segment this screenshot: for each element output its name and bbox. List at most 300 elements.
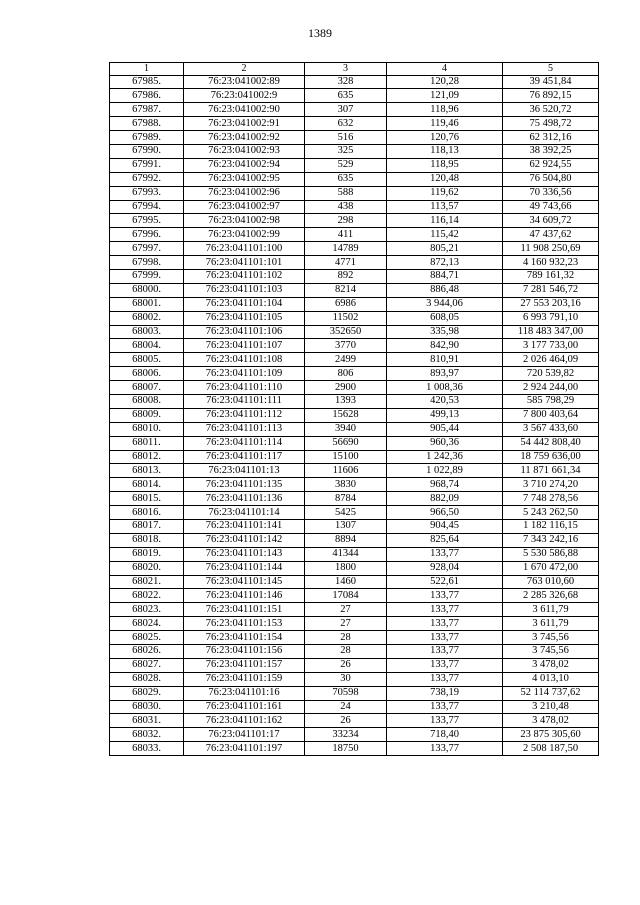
table-row xyxy=(110,256,599,270)
cadastral-number-cell: 76:23:041101:100 xyxy=(184,242,305,256)
table-row xyxy=(110,506,599,520)
row-number-cell: 68033. xyxy=(110,742,184,756)
cadastral-number-cell: 76:23:041101:151 xyxy=(184,603,305,617)
row-number-cell: 67996. xyxy=(110,228,184,242)
cadastral-value-cell: 7 748 278,56 xyxy=(503,492,599,506)
row-number-cell: 67985. xyxy=(110,75,184,89)
row-number-cell: 67999. xyxy=(110,269,184,283)
area-cell: 5425 xyxy=(305,506,387,520)
specific-value-cell: 113,57 xyxy=(387,200,503,214)
area-cell: 41344 xyxy=(305,547,387,561)
row-number-cell: 68018. xyxy=(110,533,184,547)
cadastral-number-cell: 76:23:041002:91 xyxy=(184,117,305,131)
table-row xyxy=(110,269,599,283)
row-number-cell: 68001. xyxy=(110,297,184,311)
specific-value-cell: 115,42 xyxy=(387,228,503,242)
cadastral-value-cell: 23 875 305,60 xyxy=(503,728,599,742)
specific-value-cell: 120,76 xyxy=(387,131,503,145)
cadastral-number-cell: 76:23:041101:16 xyxy=(184,686,305,700)
specific-value-cell: 1 022,89 xyxy=(387,464,503,478)
area-cell: 516 xyxy=(305,131,387,145)
specific-value-cell: 133,77 xyxy=(387,714,503,728)
cadastral-number-cell: 76:23:041101:146 xyxy=(184,589,305,603)
row-number-cell: 67987. xyxy=(110,103,184,117)
row-number-cell: 68022. xyxy=(110,589,184,603)
cadastral-value-cell: 54 442 808,40 xyxy=(503,436,599,450)
area-cell: 1460 xyxy=(305,575,387,589)
table-row xyxy=(110,728,599,742)
table-row xyxy=(110,242,599,256)
cadastral-number-cell: 76:23:041101:153 xyxy=(184,617,305,631)
row-number-cell: 68008. xyxy=(110,394,184,408)
area-cell: 15628 xyxy=(305,408,387,422)
cadastral-value-cell: 52 114 737,62 xyxy=(503,686,599,700)
table-row xyxy=(110,200,599,214)
specific-value-cell: 133,77 xyxy=(387,742,503,756)
cadastral-value-cell: 11 871 661,34 xyxy=(503,464,599,478)
table-row xyxy=(110,144,599,158)
specific-value-cell: 1 008,36 xyxy=(387,381,503,395)
table-row xyxy=(110,658,599,672)
cadastral-value-cell: 2 924 244,00 xyxy=(503,381,599,395)
table-row xyxy=(110,714,599,728)
cadastral-value-cell: 3 745,56 xyxy=(503,631,599,645)
specific-value-cell: 905,44 xyxy=(387,422,503,436)
cadastral-value-cell: 3 210,48 xyxy=(503,700,599,714)
area-cell: 15100 xyxy=(305,450,387,464)
cadastral-number-cell: 76:23:041002:99 xyxy=(184,228,305,242)
cadastral-number-cell: 76:23:041101:17 xyxy=(184,728,305,742)
table-row xyxy=(110,645,599,659)
specific-value-cell: 810,91 xyxy=(387,353,503,367)
cadastral-value-cell: 62 924,55 xyxy=(503,158,599,172)
cadastral-value-cell: 720 539,82 xyxy=(503,367,599,381)
table-row xyxy=(110,575,599,589)
specific-value-cell: 119,46 xyxy=(387,117,503,131)
cadastral-number-cell: 76:23:041002:94 xyxy=(184,158,305,172)
cadastral-value-cell: 5 243 262,50 xyxy=(503,506,599,520)
row-number-cell: 68000. xyxy=(110,283,184,297)
specific-value-cell: 3 944,06 xyxy=(387,297,503,311)
cadastral-value-cell: 62 312,16 xyxy=(503,131,599,145)
table-row xyxy=(110,131,599,145)
specific-value-cell: 335,98 xyxy=(387,325,503,339)
cadastral-value-cell: 763 010,60 xyxy=(503,575,599,589)
cadastral-value-cell: 3 710 274,20 xyxy=(503,478,599,492)
row-number-cell: 68020. xyxy=(110,561,184,575)
table-row xyxy=(110,89,599,103)
specific-value-cell: 968,74 xyxy=(387,478,503,492)
area-cell: 806 xyxy=(305,367,387,381)
row-number-cell: 68029. xyxy=(110,686,184,700)
cadastral-number-cell: 76:23:041002:98 xyxy=(184,214,305,228)
specific-value-cell: 499,13 xyxy=(387,408,503,422)
area-cell: 307 xyxy=(305,103,387,117)
cadastral-value-cell: 4 160 932,23 xyxy=(503,256,599,270)
table-row xyxy=(110,492,599,506)
table-row xyxy=(110,186,599,200)
column-header: 4 xyxy=(387,63,503,76)
table-row xyxy=(110,700,599,714)
cadastral-number-cell: 76:23:041101:111 xyxy=(184,394,305,408)
row-number-cell: 67993. xyxy=(110,186,184,200)
cadastral-number-cell: 76:23:041101:108 xyxy=(184,353,305,367)
specific-value-cell: 825,64 xyxy=(387,533,503,547)
cadastral-number-cell: 76:23:041101:101 xyxy=(184,256,305,270)
table-row xyxy=(110,339,599,353)
specific-value-cell: 118,96 xyxy=(387,103,503,117)
row-number-cell: 68031. xyxy=(110,714,184,728)
cadastral-value-cell: 5 530 586,88 xyxy=(503,547,599,561)
cadastral-number-cell: 76:23:041101:154 xyxy=(184,631,305,645)
cadastral-number-cell: 76:23:041002:96 xyxy=(184,186,305,200)
area-cell: 8784 xyxy=(305,492,387,506)
cadastral-value-cell: 7 281 546,72 xyxy=(503,283,599,297)
cadastral-number-cell: 76:23:041101:114 xyxy=(184,436,305,450)
cadastral-number-cell: 76:23:041101:117 xyxy=(184,450,305,464)
area-cell: 24 xyxy=(305,700,387,714)
cadastral-number-cell: 76:23:041101:105 xyxy=(184,311,305,325)
cadastral-number-cell: 76:23:041101:102 xyxy=(184,269,305,283)
table-row xyxy=(110,311,599,325)
area-cell: 4771 xyxy=(305,256,387,270)
area-cell: 8894 xyxy=(305,533,387,547)
cadastral-value-cell: 118 483 347,00 xyxy=(503,325,599,339)
specific-value-cell: 119,62 xyxy=(387,186,503,200)
column-header: 3 xyxy=(305,63,387,76)
specific-value-cell: 120,48 xyxy=(387,172,503,186)
column-header: 1 xyxy=(110,63,184,76)
table-row xyxy=(110,520,599,534)
cadastral-value-cell: 11 908 250,69 xyxy=(503,242,599,256)
specific-value-cell: 133,77 xyxy=(387,547,503,561)
cadastral-number-cell: 76:23:041002:90 xyxy=(184,103,305,117)
specific-value-cell: 608,05 xyxy=(387,311,503,325)
cadastral-number-cell: 76:23:041101:145 xyxy=(184,575,305,589)
row-number-cell: 68010. xyxy=(110,422,184,436)
area-cell: 56690 xyxy=(305,436,387,450)
row-number-cell: 68013. xyxy=(110,464,184,478)
cadastral-number-cell: 76:23:041101:13 xyxy=(184,464,305,478)
area-cell: 30 xyxy=(305,672,387,686)
area-cell: 2900 xyxy=(305,381,387,395)
cadastral-number-cell: 76:23:041101:142 xyxy=(184,533,305,547)
table-row xyxy=(110,617,599,631)
area-cell: 1800 xyxy=(305,561,387,575)
cadastral-number-cell: 76:23:041002:92 xyxy=(184,131,305,145)
table-row xyxy=(110,589,599,603)
area-cell: 588 xyxy=(305,186,387,200)
cadastral-value-cell: 34 609,72 xyxy=(503,214,599,228)
row-number-cell: 67988. xyxy=(110,117,184,131)
cadastral-value-cell: 36 520,72 xyxy=(503,103,599,117)
cadastral-number-cell: 76:23:041002:97 xyxy=(184,200,305,214)
specific-value-cell: 842,90 xyxy=(387,339,503,353)
cadastral-value-cell: 3 567 433,60 xyxy=(503,422,599,436)
cadastral-value-cell: 585 798,29 xyxy=(503,394,599,408)
area-cell: 529 xyxy=(305,158,387,172)
table-row xyxy=(110,283,599,297)
area-cell: 352650 xyxy=(305,325,387,339)
cadastral-number-cell: 76:23:041101:135 xyxy=(184,478,305,492)
specific-value-cell: 133,77 xyxy=(387,631,503,645)
area-cell: 28 xyxy=(305,631,387,645)
specific-value-cell: 133,77 xyxy=(387,617,503,631)
area-cell: 26 xyxy=(305,658,387,672)
area-cell: 411 xyxy=(305,228,387,242)
cadastral-number-cell: 76:23:041101:113 xyxy=(184,422,305,436)
specific-value-cell: 133,77 xyxy=(387,645,503,659)
cadastral-number-cell: 76:23:041101:161 xyxy=(184,700,305,714)
area-cell: 18750 xyxy=(305,742,387,756)
table-row xyxy=(110,450,599,464)
area-cell: 3830 xyxy=(305,478,387,492)
row-number-cell: 67994. xyxy=(110,200,184,214)
table-row xyxy=(110,464,599,478)
row-number-cell: 68002. xyxy=(110,311,184,325)
table-row xyxy=(110,547,599,561)
row-number-cell: 67991. xyxy=(110,158,184,172)
cadastral-value-table xyxy=(109,62,599,756)
specific-value-cell: 133,77 xyxy=(387,700,503,714)
specific-value-cell: 886,48 xyxy=(387,283,503,297)
specific-value-cell: 738,19 xyxy=(387,686,503,700)
area-cell: 28 xyxy=(305,645,387,659)
row-number-cell: 68014. xyxy=(110,478,184,492)
column-number-row xyxy=(110,63,599,76)
cadastral-number-cell: 76:23:041101:143 xyxy=(184,547,305,561)
cadastral-value-cell: 76 892,15 xyxy=(503,89,599,103)
cadastral-value-cell: 3 611,79 xyxy=(503,603,599,617)
cadastral-number-cell: 76:23:041002:95 xyxy=(184,172,305,186)
specific-value-cell: 133,77 xyxy=(387,658,503,672)
area-cell: 26 xyxy=(305,714,387,728)
table-row xyxy=(110,603,599,617)
table-row xyxy=(110,325,599,339)
specific-value-cell: 133,77 xyxy=(387,672,503,686)
specific-value-cell: 884,71 xyxy=(387,269,503,283)
cadastral-number-cell: 76:23:041101:197 xyxy=(184,742,305,756)
area-cell: 14789 xyxy=(305,242,387,256)
row-number-cell: 68004. xyxy=(110,339,184,353)
row-number-cell: 68025. xyxy=(110,631,184,645)
specific-value-cell: 120,28 xyxy=(387,75,503,89)
specific-value-cell: 133,77 xyxy=(387,603,503,617)
row-number-cell: 68021. xyxy=(110,575,184,589)
table-row xyxy=(110,117,599,131)
table-row xyxy=(110,422,599,436)
table-row xyxy=(110,686,599,700)
cadastral-value-cell: 18 759 636,00 xyxy=(503,450,599,464)
area-cell: 635 xyxy=(305,89,387,103)
area-cell: 3770 xyxy=(305,339,387,353)
cadastral-number-cell: 76:23:041101:141 xyxy=(184,520,305,534)
cadastral-value-cell: 4 013,10 xyxy=(503,672,599,686)
table-row xyxy=(110,297,599,311)
table-row xyxy=(110,436,599,450)
cadastral-value-cell: 3 177 733,00 xyxy=(503,339,599,353)
area-cell: 6986 xyxy=(305,297,387,311)
row-number-cell: 67986. xyxy=(110,89,184,103)
cadastral-number-cell: 76:23:041101:109 xyxy=(184,367,305,381)
table-row xyxy=(110,214,599,228)
cadastral-value-cell: 2 285 326,68 xyxy=(503,589,599,603)
area-cell: 70598 xyxy=(305,686,387,700)
row-number-cell: 68012. xyxy=(110,450,184,464)
cadastral-number-cell: 76:23:041101:103 xyxy=(184,283,305,297)
area-cell: 635 xyxy=(305,172,387,186)
table-row xyxy=(110,561,599,575)
cadastral-value-cell: 27 553 203,16 xyxy=(503,297,599,311)
area-cell: 11606 xyxy=(305,464,387,478)
row-number-cell: 67992. xyxy=(110,172,184,186)
cadastral-number-cell: 76:23:041101:159 xyxy=(184,672,305,686)
area-cell: 438 xyxy=(305,200,387,214)
table-row xyxy=(110,228,599,242)
cadastral-number-cell: 76:23:041101:106 xyxy=(184,325,305,339)
area-cell: 8214 xyxy=(305,283,387,297)
cadastral-number-cell: 76:23:041101:104 xyxy=(184,297,305,311)
specific-value-cell: 133,77 xyxy=(387,589,503,603)
cadastral-number-cell: 76:23:041101:144 xyxy=(184,561,305,575)
column-header: 2 xyxy=(184,63,305,76)
area-cell: 3940 xyxy=(305,422,387,436)
specific-value-cell: 805,21 xyxy=(387,242,503,256)
row-number-cell: 67995. xyxy=(110,214,184,228)
specific-value-cell: 928,04 xyxy=(387,561,503,575)
row-number-cell: 68027. xyxy=(110,658,184,672)
cadastral-value-cell: 2 026 464,09 xyxy=(503,353,599,367)
area-cell: 892 xyxy=(305,269,387,283)
cadastral-number-cell: 76:23:041002:93 xyxy=(184,144,305,158)
table-row xyxy=(110,408,599,422)
row-number-cell: 68009. xyxy=(110,408,184,422)
table-row xyxy=(110,367,599,381)
row-number-cell: 68024. xyxy=(110,617,184,631)
row-number-cell: 68011. xyxy=(110,436,184,450)
cadastral-value-cell: 789 161,32 xyxy=(503,269,599,283)
row-number-cell: 68005. xyxy=(110,353,184,367)
table-row xyxy=(110,172,599,186)
cadastral-number-cell: 76:23:041002:9 xyxy=(184,89,305,103)
cadastral-number-cell: 76:23:041101:110 xyxy=(184,381,305,395)
area-cell: 33234 xyxy=(305,728,387,742)
table-row xyxy=(110,672,599,686)
row-number-cell: 67990. xyxy=(110,144,184,158)
row-number-cell: 68019. xyxy=(110,547,184,561)
cadastral-value-cell: 3 611,79 xyxy=(503,617,599,631)
table-row xyxy=(110,394,599,408)
cadastral-value-cell: 6 993 791,10 xyxy=(503,311,599,325)
specific-value-cell: 893,97 xyxy=(387,367,503,381)
cadastral-value-cell: 7 800 403,64 xyxy=(503,408,599,422)
row-number-cell: 68003. xyxy=(110,325,184,339)
row-number-cell: 68017. xyxy=(110,520,184,534)
area-cell: 328 xyxy=(305,75,387,89)
area-cell: 11502 xyxy=(305,311,387,325)
cadastral-value-cell: 39 451,84 xyxy=(503,75,599,89)
specific-value-cell: 882,09 xyxy=(387,492,503,506)
cadastral-value-cell: 2 508 187,50 xyxy=(503,742,599,756)
specific-value-cell: 872,13 xyxy=(387,256,503,270)
cadastral-value-cell: 70 336,56 xyxy=(503,186,599,200)
area-cell: 325 xyxy=(305,144,387,158)
cadastral-number-cell: 76:23:041101:112 xyxy=(184,408,305,422)
specific-value-cell: 966,50 xyxy=(387,506,503,520)
specific-value-cell: 960,36 xyxy=(387,436,503,450)
row-number-cell: 68023. xyxy=(110,603,184,617)
table-row xyxy=(110,631,599,645)
cadastral-number-cell: 76:23:041101:107 xyxy=(184,339,305,353)
specific-value-cell: 904,45 xyxy=(387,520,503,534)
cadastral-value-cell: 3 478,02 xyxy=(503,658,599,672)
cadastral-value-cell: 1 182 116,15 xyxy=(503,520,599,534)
specific-value-cell: 118,13 xyxy=(387,144,503,158)
area-cell: 27 xyxy=(305,603,387,617)
cadastral-value-cell: 7 343 242,16 xyxy=(503,533,599,547)
specific-value-cell: 420,53 xyxy=(387,394,503,408)
area-cell: 1307 xyxy=(305,520,387,534)
row-number-cell: 68030. xyxy=(110,700,184,714)
row-number-cell: 68026. xyxy=(110,645,184,659)
table-row xyxy=(110,75,599,89)
specific-value-cell: 718,40 xyxy=(387,728,503,742)
cadastral-value-cell: 3 745,56 xyxy=(503,645,599,659)
area-cell: 632 xyxy=(305,117,387,131)
area-cell: 17084 xyxy=(305,589,387,603)
table-row xyxy=(110,742,599,756)
cadastral-number-cell: 76:23:041101:14 xyxy=(184,506,305,520)
specific-value-cell: 1 242,36 xyxy=(387,450,503,464)
specific-value-cell: 522,61 xyxy=(387,575,503,589)
row-number-cell: 67989. xyxy=(110,131,184,145)
cadastral-value-cell: 1 670 472,00 xyxy=(503,561,599,575)
row-number-cell: 68006. xyxy=(110,367,184,381)
cadastral-number-cell: 76:23:041101:156 xyxy=(184,645,305,659)
cadastral-number-cell: 76:23:041101:157 xyxy=(184,658,305,672)
cadastral-number-cell: 76:23:041101:162 xyxy=(184,714,305,728)
cadastral-number-cell: 76:23:041002:89 xyxy=(184,75,305,89)
row-number-cell: 68016. xyxy=(110,506,184,520)
area-cell: 27 xyxy=(305,617,387,631)
table-row xyxy=(110,103,599,117)
area-cell: 2499 xyxy=(305,353,387,367)
table-body xyxy=(110,63,599,756)
column-header: 5 xyxy=(503,63,599,76)
specific-value-cell: 116,14 xyxy=(387,214,503,228)
cadastral-value-cell: 76 504,80 xyxy=(503,172,599,186)
cadastral-value-cell: 75 498,72 xyxy=(503,117,599,131)
table-row xyxy=(110,533,599,547)
cadastral-number-cell: 76:23:041101:136 xyxy=(184,492,305,506)
table-row xyxy=(110,353,599,367)
area-cell: 1393 xyxy=(305,394,387,408)
cadastral-value-cell: 38 392,25 xyxy=(503,144,599,158)
table-row xyxy=(110,478,599,492)
cadastral-value-cell: 47 437,62 xyxy=(503,228,599,242)
table-row xyxy=(110,158,599,172)
row-number-cell: 68028. xyxy=(110,672,184,686)
page-number: 1389 xyxy=(308,26,332,40)
specific-value-cell: 121,09 xyxy=(387,89,503,103)
specific-value-cell: 118,95 xyxy=(387,158,503,172)
row-number-cell: 68032. xyxy=(110,728,184,742)
row-number-cell: 67997. xyxy=(110,242,184,256)
row-number-cell: 68007. xyxy=(110,381,184,395)
cadastral-value-cell: 49 743,66 xyxy=(503,200,599,214)
row-number-cell: 68015. xyxy=(110,492,184,506)
row-number-cell: 67998. xyxy=(110,256,184,270)
